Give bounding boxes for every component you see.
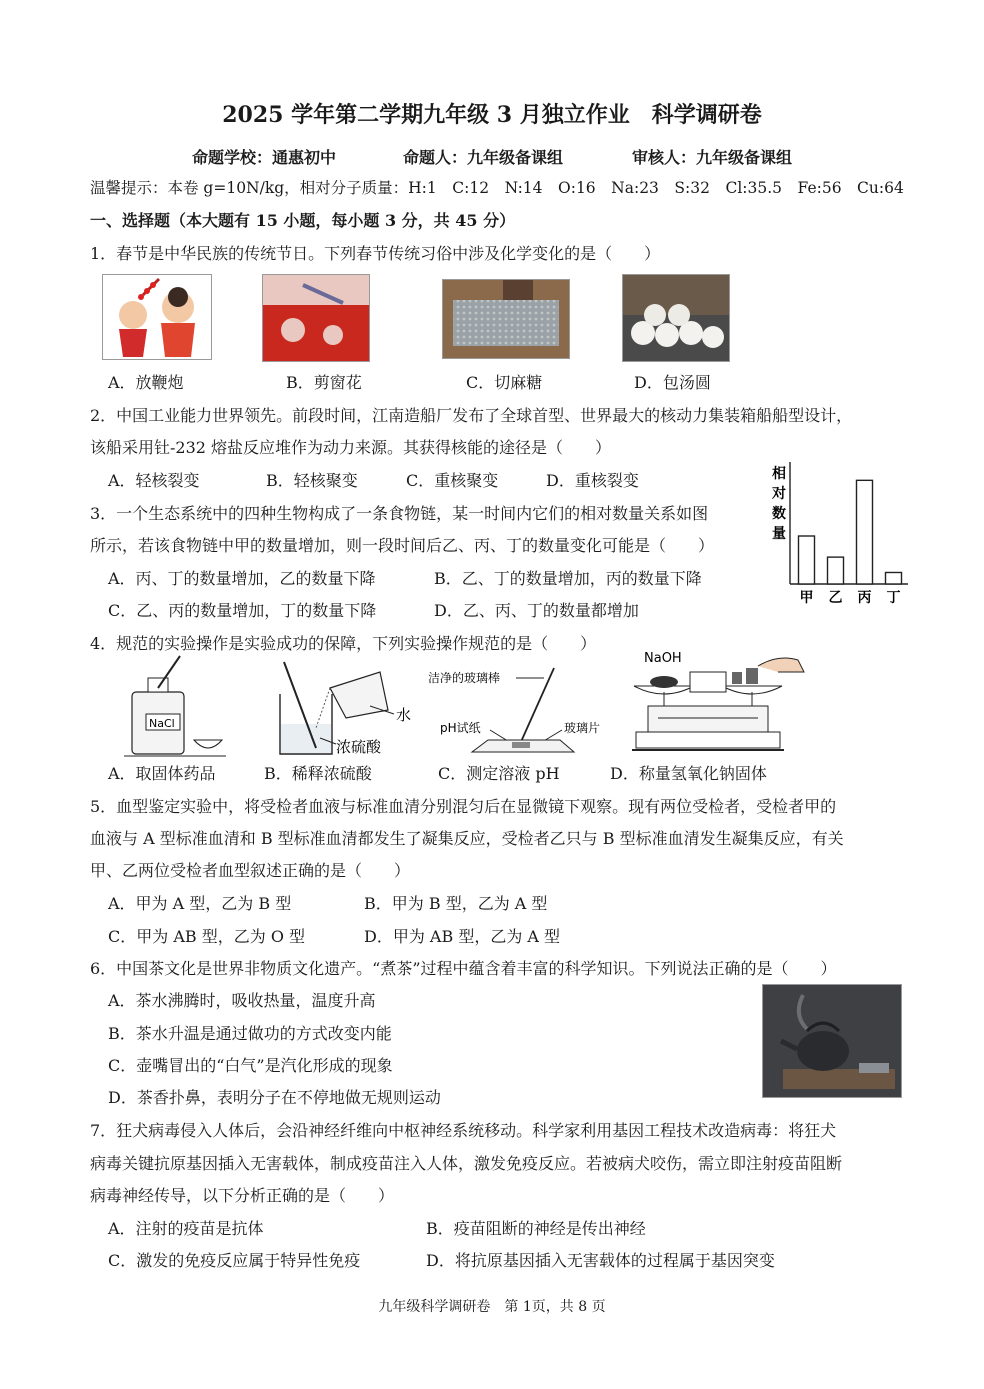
teapot-image (762, 984, 902, 1098)
q5-stem-line1: 5．血型鉴定实验中，将受检者血液与标准血清分别混匀后在显微镜下观察。现有两位受检者，受检者甲的 (90, 797, 837, 816)
q5-stem-line3: 甲、乙两位受检者血型叙述正确的是（ ） (90, 861, 411, 880)
q7-stem-line1: 7．狂犬病毒侵入人体后，会沿神经纤维向中枢神经系统移动。科学家利用基因工程技术改造病毒：将狂犬 (90, 1121, 837, 1140)
chart-y-label-char: 对 (772, 486, 786, 502)
dilute-acid-figure (270, 658, 430, 762)
q6-option-b: B．茶水升温是通过做功的方式改变内能 (108, 1024, 392, 1043)
chart-y-label (771, 465, 786, 542)
q6-option-d: D．茶香扑鼻，表明分子在不停地做无规则运动 (108, 1088, 441, 1107)
q7-option-d: D．将抗原基因插入无害载体的过程属于基因突变 (426, 1251, 775, 1270)
ph-paper-label: pH试纸 (440, 721, 481, 735)
reagent-bottle-figure (118, 652, 228, 760)
chart-y-label-char: 量 (772, 526, 786, 542)
acid-label: 浓硫酸 (336, 738, 382, 756)
q2-stem-line2: 该船采用钍-232 熔盐反应堆作为动力来源。其获得核能的途径是（ ） (90, 438, 612, 457)
q3-option-a: A．丙、丁的数量增加，乙的数量下降 (108, 569, 376, 588)
chart-bar-甲 (799, 536, 815, 584)
q3-stem-line1: 3．一个生态系统中的四种生物构成了一条食物链，某一时间内它们的相对数量关系如图 (90, 504, 709, 523)
chart-bar-丁 (886, 572, 902, 584)
q1-option-b: B．剪窗花 (286, 373, 362, 392)
q5-option-a: A．甲为 A 型，乙为 B 型 (108, 894, 292, 913)
chart-bar-丙 (857, 480, 873, 584)
water-label: 水 (396, 706, 412, 724)
q5-option-d: D．甲为 AB 型，乙为 A 型 (364, 927, 561, 946)
q2-option-d: D．重核裂变 (546, 471, 639, 490)
page-footer: 九年级科学调研卷 第 1页，共 8 页 (378, 1299, 606, 1315)
rod-label: 洁净的玻璃棒 (428, 671, 501, 685)
q5-option-b: B．甲为 B 型，乙为 A 型 (364, 894, 548, 913)
q1-option-a: A．放鞭炮 (108, 373, 184, 392)
q4-option-c: C．测定溶液 pH (438, 764, 560, 783)
firecracker-image (102, 274, 212, 360)
chart-bar-乙 (828, 557, 844, 584)
population-bar-chart (766, 458, 916, 608)
reviewer-label: 审核人：九年级备课组 (632, 148, 793, 167)
author-label: 命题人：九年级备课组 (403, 148, 564, 167)
nacl-label: NaCl (149, 717, 175, 730)
q4-option-b: B．稀释浓硫酸 (264, 764, 372, 783)
chart-category-label: 丙 (857, 590, 872, 606)
chart-category-label: 乙 (828, 590, 843, 606)
q6-option-c: C．壶嘴冒出的“白气”是汽化形成的现象 (108, 1056, 393, 1075)
q5-option-c: C．甲为 AB 型，乙为 O 型 (108, 927, 306, 946)
naoh-label: NaOH (644, 651, 682, 666)
q4-stem: 4．规范的实验操作是实验成功的保障，下列实验操作规范的是（ ） (90, 634, 597, 653)
q4-option-a: A．取固体药品 (108, 764, 216, 783)
q1-option-c: C．切麻糖 (466, 373, 543, 392)
q1-option-d: D．包汤圆 (634, 373, 711, 392)
q7-stem-line3: 病毒神经传导，以下分析正确的是（ ） (90, 1186, 395, 1205)
q7-stem-line2: 病毒关键抗原基因插入无害载体，制成疫苗注入人体，激发免疫反应。若被病犬咬伤，需立即注射疫苗阻断 (90, 1154, 843, 1173)
q7-option-b: B．疫苗阻断的神经是传出神经 (426, 1219, 646, 1238)
q2-option-b: B．轻核聚变 (266, 471, 358, 490)
chart-y-label-char: 数 (772, 506, 786, 522)
chart-y-label-char: 相 (772, 466, 786, 482)
paper-cut-image (262, 274, 370, 362)
chart-category-label: 丁 (886, 590, 901, 606)
q7-option-c: C．激发的免疫反应属于特异性免疫 (108, 1251, 361, 1270)
q6-option-a: A．茶水沸腾时，吸收热量，温度升高 (108, 991, 376, 1010)
tip-line: 温馨提示：本卷 g=10N/kg，相对分子质量：H:1 C:12 N:14 O:16 Na:23 S:32 Cl:35.5 Fe:56 Cu:64 (90, 179, 904, 197)
q5-stem-line2: 血液与 A 型标准血清和 B 型标准血清都发生了凝集反应，受检者乙只与 B 型标准血清发生凝集反应，有关 (90, 829, 844, 848)
section-title: 一、选择题（本大题有 15 小题，每小题 3 分，共 45 分） (90, 211, 516, 230)
school-label: 命题学校：通惠初中 (192, 148, 337, 167)
q2-option-a: A．轻核裂变 (108, 471, 200, 490)
q2-option-c: C．重核聚变 (406, 471, 499, 490)
q1-stem: 1．春节是中华民族的传统节日。下列春节传统习俗中涉及化学变化的是（ ） (90, 244, 661, 263)
sesame-candy-image (442, 279, 570, 359)
q3-option-b: B．乙、丁的数量增加，丙的数量下降 (434, 569, 702, 588)
ph-test-figure (424, 664, 614, 762)
q4-option-d: D．称量氢氧化钠固体 (610, 764, 767, 783)
q6-stem: 6．中国茶文化是世界非物质文化遗产。“煮茶”过程中蕴含着丰富的科学知识。下列说法正确的是（ ） (90, 959, 837, 978)
q3-option-c: C．乙、丙的数量增加，丁的数量下降 (108, 601, 377, 620)
glass-label: 玻璃片 (564, 721, 601, 735)
q3-stem-line2: 所示，若该食物链中甲的数量增加，则一段时间后乙、丙、丁的数量变化可能是（ ） (90, 536, 715, 555)
tangyuan-image (622, 274, 730, 362)
q2-stem-line1: 2．中国工业能力世界领先。前段时间，江南造船厂发布了全球首型、世界最大的核动力集装箱船船型设计， (90, 406, 853, 425)
q3-option-d: D．乙、丙、丁的数量都增加 (434, 601, 639, 620)
page-title: 2025 学年第二学期九年级 3 月独立作业 科学调研卷 (222, 102, 762, 128)
balance-scale-figure (628, 650, 808, 760)
q7-option-a: A．注射的疫苗是抗体 (108, 1219, 264, 1238)
chart-category-label: 甲 (799, 590, 814, 606)
